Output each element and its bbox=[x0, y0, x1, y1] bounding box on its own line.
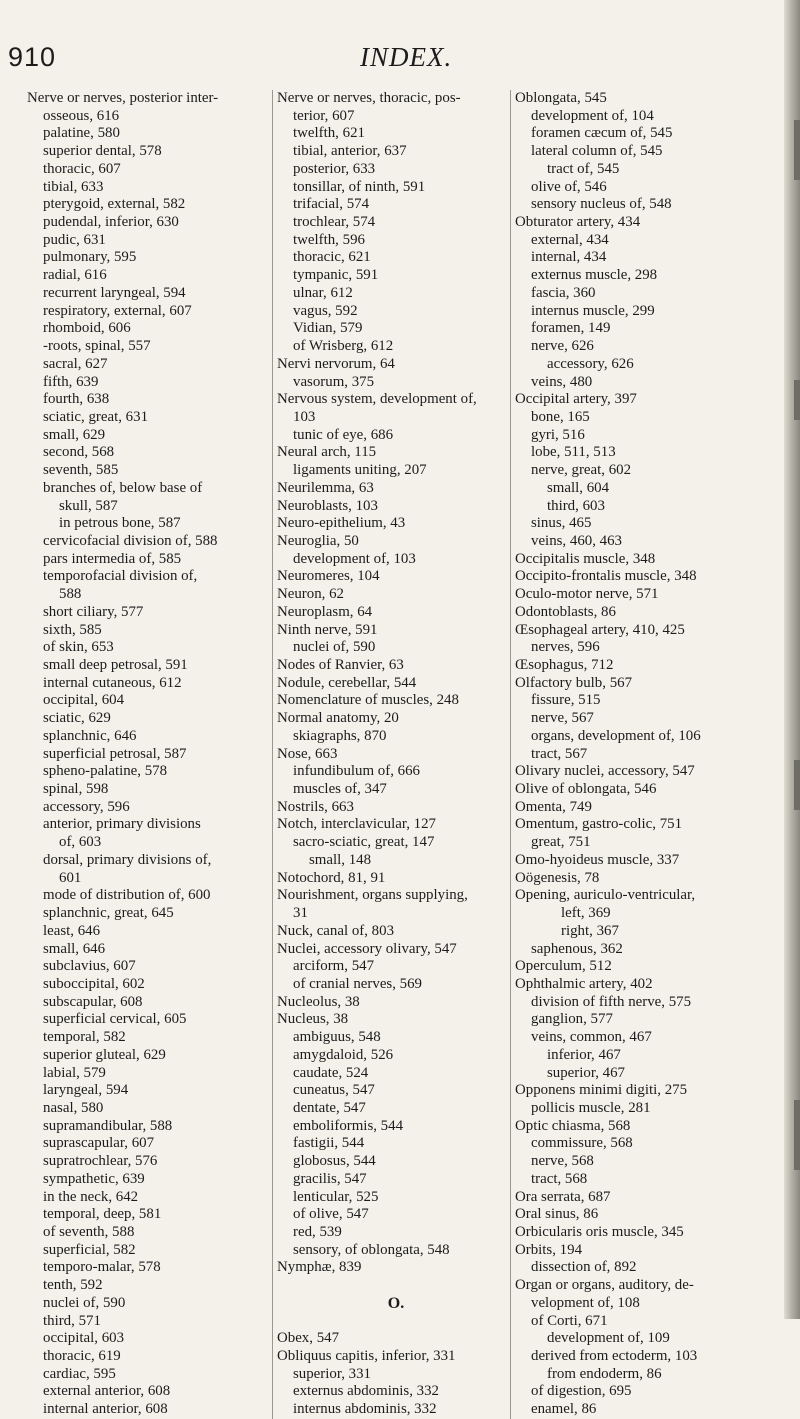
index-subentry: of cranial nerves, 569 bbox=[293, 975, 422, 992]
index-entry: Nodule, cerebellar, 544 bbox=[277, 674, 417, 691]
index-entry: Œsophageal artery, 410, 425 bbox=[515, 621, 685, 638]
index-subentry: sensory nucleus of, 548 bbox=[531, 196, 672, 213]
edge-shadow bbox=[794, 760, 800, 810]
index-subentry: subscapular, 608 bbox=[43, 993, 143, 1010]
index-entry: Nourishment, organs supplying, bbox=[277, 887, 468, 904]
index-subentry: thoracic, 607 bbox=[43, 160, 121, 177]
index-subentry: sacro-sciatic, great, 147 bbox=[293, 834, 435, 851]
index-subentry: in petrous bone, 587 bbox=[59, 515, 181, 532]
index-entry: Nostrils, 663 bbox=[277, 798, 354, 815]
index-subentry: internal, 434 bbox=[531, 249, 607, 266]
index-subentry: commissure, 568 bbox=[531, 1135, 633, 1152]
index-subentry: velopment of, 108 bbox=[531, 1294, 640, 1311]
index-subentry: sixth, 585 bbox=[43, 621, 102, 638]
index-subentry: derived from ectoderm, 103 bbox=[531, 1348, 698, 1365]
index-subentry: posterior, 633 bbox=[293, 160, 376, 177]
index-subentry: labial, 579 bbox=[43, 1064, 106, 1081]
index-entry: Operculum, 512 bbox=[515, 958, 612, 975]
index-subentry: fifth, 639 bbox=[43, 373, 99, 390]
index-entry: Oblongata, 545 bbox=[515, 90, 607, 106]
index-subentry: superior dental, 578 bbox=[43, 143, 162, 160]
index-subentry: externus abdominis, 332 bbox=[293, 1383, 439, 1400]
index-subentry: internus abdominis, 332 bbox=[293, 1401, 437, 1418]
index-subentry: tract, 568 bbox=[531, 1170, 588, 1187]
index-subentry: -roots, spinal, 557 bbox=[43, 338, 151, 355]
index-subentry: radial, 616 bbox=[43, 267, 107, 284]
running-title: INDEX. bbox=[360, 42, 453, 72]
index-entry: Oögenesis, 78 bbox=[515, 869, 600, 886]
index-column-3 bbox=[510, 90, 787, 1419]
index-subentry: sympathetic, 639 bbox=[43, 1170, 145, 1187]
index-subentry: red, 539 bbox=[293, 1224, 342, 1240]
index-subentry: suboccipital, 602 bbox=[43, 975, 145, 992]
index-subentry: fastigii, 544 bbox=[293, 1135, 365, 1152]
index-subentry: pollicis muscle, 281 bbox=[531, 1099, 651, 1116]
index-subentry: thoracic, 621 bbox=[293, 249, 371, 266]
index-subentry: spheno-palatine, 578 bbox=[43, 763, 168, 780]
index-subentry: tonsillar, of ninth, 591 bbox=[293, 178, 426, 195]
index-subentry: trifacial, 574 bbox=[293, 196, 370, 213]
index-subentry: lenticular, 525 bbox=[293, 1188, 379, 1205]
index-subentry: enamel, 86 bbox=[531, 1401, 597, 1418]
index-subentry: great, 751 bbox=[531, 834, 591, 851]
index-column-1 bbox=[27, 90, 259, 1419]
index-subentry: 588 bbox=[59, 586, 82, 603]
index-entry: Obex, 547 bbox=[277, 1330, 340, 1347]
index-subentry: sciatic, great, 631 bbox=[43, 408, 149, 425]
index-subentry: terior, 607 bbox=[293, 107, 355, 124]
index-subentry: foramen, 149 bbox=[531, 320, 611, 337]
index-subentry: sciatic, 629 bbox=[43, 710, 111, 727]
index-subentry: nerve, great, 602 bbox=[531, 462, 632, 479]
index-subentry: laryngeal, 594 bbox=[43, 1082, 129, 1099]
index-entry: Nucleolus, 38 bbox=[277, 993, 360, 1010]
index-subentry: veins, 460, 463 bbox=[531, 532, 622, 549]
index-subentry: internus muscle, 299 bbox=[531, 302, 655, 319]
index-subentry: third, 571 bbox=[43, 1312, 101, 1329]
index-subentry: rhomboid, 606 bbox=[43, 320, 131, 337]
index-subentry: tibial, 633 bbox=[43, 178, 104, 195]
index-subentry: short ciliary, 577 bbox=[43, 603, 144, 620]
edge-shadow bbox=[794, 120, 800, 180]
index-entry: Occipitalis muscle, 348 bbox=[515, 550, 656, 567]
index-subentry: ambiguus, 548 bbox=[293, 1029, 381, 1046]
index-subentry: externus muscle, 298 bbox=[531, 267, 658, 284]
index-entry: Notch, interclavicular, 127 bbox=[277, 816, 437, 833]
letter-heading: O. bbox=[387, 1294, 405, 1312]
index-entry: Omenta, 749 bbox=[515, 798, 592, 815]
page-number: 910 bbox=[8, 42, 57, 72]
index-entry: Organ or organs, auditory, de- bbox=[515, 1277, 694, 1294]
index-subentry: arciform, 547 bbox=[293, 958, 375, 975]
index-entry: Oral sinus, 86 bbox=[515, 1206, 599, 1223]
index-subentry: tympanic, 591 bbox=[293, 267, 379, 284]
index-entry: Œsophagus, 712 bbox=[515, 657, 614, 673]
index-subentry: nerves, 596 bbox=[531, 639, 600, 656]
index-entry: Ophthalmic artery, 402 bbox=[515, 975, 653, 992]
index-entry: Neuroglia, 50 bbox=[277, 532, 359, 549]
index-subentry: splanchnic, great, 645 bbox=[43, 905, 174, 922]
index-subentry: dentate, 547 bbox=[293, 1099, 366, 1116]
index-subentry: emboliformis, 544 bbox=[293, 1117, 404, 1134]
index-subentry: third, 603 bbox=[547, 497, 605, 514]
index-subentry: temporofacial division of, bbox=[43, 568, 198, 585]
index-subentry: vasorum, 375 bbox=[293, 373, 375, 390]
index-subentry: gracilis, 547 bbox=[293, 1170, 367, 1187]
index-subentry: left, 369 bbox=[561, 905, 611, 922]
index-subentry: occipital, 603 bbox=[43, 1330, 125, 1347]
index-subentry: vagus, 592 bbox=[293, 302, 358, 319]
index-subentry: trochlear, 574 bbox=[293, 214, 376, 231]
index-subentry: nasal, 580 bbox=[43, 1099, 104, 1116]
index-subentry: veins, 480 bbox=[531, 373, 593, 390]
edge-shadow bbox=[794, 1100, 800, 1170]
index-subentry: supramandibular, 588 bbox=[43, 1117, 173, 1134]
index-subentry: 31 bbox=[293, 905, 308, 922]
index-entry: Notochord, 81, 91 bbox=[277, 869, 386, 886]
index-entry: Optic chiasma, 568 bbox=[515, 1117, 631, 1134]
index-entry: Nymphæ, 839 bbox=[277, 1259, 362, 1276]
index-entry: Nervous system, development of, bbox=[277, 391, 477, 408]
index-entry: Ora serrata, 687 bbox=[515, 1188, 611, 1205]
index-entry: Oculo-motor nerve, 571 bbox=[515, 586, 659, 603]
index-subentry: spinal, 598 bbox=[43, 781, 109, 798]
index-subentry: 103 bbox=[293, 408, 316, 425]
index-entry: Nerve or nerves, posterior inter- bbox=[27, 90, 219, 106]
index-entry: Neural arch, 115 bbox=[277, 444, 377, 461]
index-subentry: ganglion, 577 bbox=[531, 1011, 613, 1028]
index-subentry: pudendal, inferior, 630 bbox=[43, 214, 179, 231]
index-subentry: ligaments uniting, 207 bbox=[293, 462, 427, 479]
index-subentry: second, 568 bbox=[43, 444, 115, 461]
index-entry: Neuroplasm, 64 bbox=[277, 603, 373, 620]
index-subentry: tenth, 592 bbox=[43, 1277, 103, 1294]
index-subentry: thoracic, 619 bbox=[43, 1348, 121, 1365]
index-subentry: fascia, 360 bbox=[531, 284, 596, 301]
index-entry: Nose, 663 bbox=[277, 745, 338, 762]
index-entry: Olive of oblongata, 546 bbox=[515, 781, 657, 798]
index-subentry: tract, 567 bbox=[531, 745, 588, 762]
index-subentry: subclavius, 607 bbox=[43, 958, 136, 975]
index-entry: Nomenclature of muscles, 248 bbox=[277, 692, 459, 709]
index-entry: Orbicularis oris muscle, 345 bbox=[515, 1224, 684, 1240]
index-subentry: nuclei of, 590 bbox=[43, 1294, 126, 1311]
index-subentry: temporal, deep, 581 bbox=[43, 1206, 162, 1223]
index-subentry: amygdaloid, 526 bbox=[293, 1046, 394, 1063]
index-subentry: of digestion, 695 bbox=[531, 1383, 632, 1400]
index-entry: Olivary nuclei, accessory, 547 bbox=[515, 763, 695, 780]
index-subentry: muscles of, 347 bbox=[293, 781, 387, 798]
index-subentry: tunic of eye, 686 bbox=[293, 426, 394, 443]
index-subentry: pulmonary, 595 bbox=[43, 249, 137, 266]
index-subentry: of, 603 bbox=[59, 834, 102, 851]
index-entry: Nodes of Ranvier, 63 bbox=[277, 657, 404, 673]
index-subentry: organs, development of, 106 bbox=[531, 727, 701, 744]
index-entry: Occipito-frontalis muscle, 348 bbox=[515, 568, 697, 585]
index-entry: Omo-hyoideus muscle, 337 bbox=[515, 851, 680, 868]
index-subentry: cervicofacial division of, 588 bbox=[43, 532, 218, 549]
index-subentry: twelfth, 621 bbox=[293, 125, 365, 142]
index-subentry: ulnar, 612 bbox=[293, 284, 353, 301]
index-subentry: of seventh, 588 bbox=[43, 1224, 135, 1240]
index-subentry: nerve, 567 bbox=[531, 710, 594, 727]
index-subentry: development of, 109 bbox=[547, 1330, 670, 1347]
index-subentry: splanchnic, 646 bbox=[43, 727, 137, 744]
index-subentry: sensory, of oblongata, 548 bbox=[293, 1241, 450, 1258]
edge-shadow bbox=[794, 380, 800, 420]
index-subentry: olive of, 546 bbox=[531, 178, 607, 195]
index-subentry: caudate, 524 bbox=[293, 1064, 369, 1081]
index-subentry: inferior, 467 bbox=[547, 1046, 621, 1063]
index-subentry: cardiac, 595 bbox=[43, 1365, 116, 1382]
index-subentry: of skin, 653 bbox=[43, 639, 114, 656]
index-subentry: lateral column of, 545 bbox=[531, 143, 663, 160]
index-entry: Neuro-epithelium, 43 bbox=[277, 515, 406, 532]
index-subentry: nuclei of, 590 bbox=[293, 639, 376, 656]
index-subentry: development of, 103 bbox=[293, 550, 416, 567]
index-subentry: 601 bbox=[59, 869, 82, 886]
index-subentry: skull, 587 bbox=[59, 497, 118, 514]
index-subentry: superficial petrosal, 587 bbox=[43, 745, 187, 762]
index-subentry: internal cutaneous, 612 bbox=[43, 674, 182, 691]
index-subentry: of Wrisberg, 612 bbox=[293, 338, 394, 355]
index-subentry: in the neck, 642 bbox=[43, 1188, 139, 1205]
index-entry: Odontoblasts, 86 bbox=[515, 603, 616, 620]
index-subentry: fissure, 515 bbox=[531, 692, 601, 709]
index-subentry: small, 604 bbox=[547, 479, 610, 496]
index-subentry: skiagraphs, 870 bbox=[293, 727, 387, 744]
index-subentry: superficial cervical, 605 bbox=[43, 1011, 187, 1028]
index-entry: Nuck, canal of, 803 bbox=[277, 922, 395, 939]
index-subentry: supratrochlear, 576 bbox=[43, 1153, 158, 1170]
index-subentry: small, 629 bbox=[43, 426, 106, 443]
index-subentry: dorsal, primary divisions of, bbox=[43, 851, 212, 868]
index-entry: Opponens minimi digiti, 275 bbox=[515, 1082, 688, 1099]
index-subentry: external anterior, 608 bbox=[43, 1383, 171, 1400]
index-entry: Ninth nerve, 591 bbox=[277, 621, 378, 638]
index-subentry: pars intermedia of, 585 bbox=[43, 550, 182, 567]
index-subentry: temporo-malar, 578 bbox=[43, 1259, 161, 1276]
index-subentry: external, 434 bbox=[531, 231, 609, 248]
index-subentry: bone, 165 bbox=[531, 408, 590, 425]
index-entry: Omentum, gastro-colic, 751 bbox=[515, 816, 683, 833]
index-subentry: tract of, 545 bbox=[547, 160, 620, 177]
index-subentry: division of fifth nerve, 575 bbox=[531, 993, 692, 1010]
index-entry: Occipital artery, 397 bbox=[515, 391, 637, 408]
index-subentry: nerve, 568 bbox=[531, 1153, 594, 1170]
index-subentry: foramen cæcum of, 545 bbox=[531, 125, 673, 142]
index-subentry: of olive, 547 bbox=[293, 1206, 369, 1223]
index-entry: Nervi nervorum, 64 bbox=[277, 355, 395, 372]
index-subentry: osseous, 616 bbox=[43, 107, 120, 124]
index-subentry: sinus, 465 bbox=[531, 515, 592, 532]
index-subentry: Vidian, 579 bbox=[293, 320, 363, 337]
index-subentry: internal anterior, 608 bbox=[43, 1401, 168, 1418]
index-subentry: gyri, 516 bbox=[531, 426, 585, 443]
index-subentry: accessory, 626 bbox=[547, 355, 634, 372]
index-subentry: small deep petrosal, 591 bbox=[43, 657, 188, 673]
index-subentry: tibial, anterior, 637 bbox=[293, 143, 407, 160]
index-subentry: from endoderm, 86 bbox=[547, 1365, 662, 1382]
index-entry: Opening, auriculo-ventricular, bbox=[515, 887, 696, 904]
index-subentry: small, 646 bbox=[43, 940, 106, 957]
index-subentry: palatine, 580 bbox=[43, 125, 120, 142]
index-subentry: temporal, 582 bbox=[43, 1029, 126, 1046]
index-subentry: small, 148 bbox=[309, 851, 372, 868]
index-entry: Orbits, 194 bbox=[515, 1241, 583, 1258]
index-entry: Olfactory bulb, 567 bbox=[515, 674, 633, 691]
index-subentry: twelfth, 596 bbox=[293, 231, 365, 248]
index-entry: Nerve or nerves, thoracic, pos- bbox=[277, 90, 461, 106]
index-subentry: cuneatus, 547 bbox=[293, 1082, 375, 1099]
index-subentry: superior, 467 bbox=[547, 1064, 625, 1081]
index-entry: Neurilemma, 63 bbox=[277, 479, 374, 496]
index-subentry: of Corti, 671 bbox=[531, 1312, 608, 1329]
index-subentry: respiratory, external, 607 bbox=[43, 302, 192, 319]
index-subentry: pterygoid, external, 582 bbox=[43, 196, 186, 213]
index-entry: Neuroblasts, 103 bbox=[277, 497, 378, 514]
index-subentry: superior, 331 bbox=[293, 1365, 371, 1382]
index-subentry: infundibulum of, 666 bbox=[293, 763, 420, 780]
index-subentry: superficial, 582 bbox=[43, 1241, 136, 1258]
index-subentry: occipital, 604 bbox=[43, 692, 125, 709]
index-subentry: nerve, 626 bbox=[531, 338, 594, 355]
index-entry: Neuromeres, 104 bbox=[277, 568, 380, 585]
index-subentry: least, 646 bbox=[43, 922, 101, 939]
index-subentry: pudic, 631 bbox=[43, 231, 106, 248]
index-entry: Nucleus, 38 bbox=[277, 1011, 349, 1028]
index-subentry: accessory, 596 bbox=[43, 798, 130, 815]
index-column-2 bbox=[272, 90, 515, 1419]
index-subentry: right, 367 bbox=[561, 922, 619, 939]
index-subentry: fourth, 638 bbox=[43, 391, 110, 408]
spacer bbox=[277, 1277, 515, 1295]
index-entry: Obturator artery, 434 bbox=[515, 214, 641, 231]
index-subentry: lobe, 511, 513 bbox=[531, 444, 616, 461]
spacer bbox=[277, 1313, 515, 1331]
index-subentry: recurrent laryngeal, 594 bbox=[43, 284, 186, 301]
index-entry: Obliquus capitis, inferior, 331 bbox=[277, 1348, 456, 1365]
index-entry: Normal anatomy, 20 bbox=[277, 710, 399, 727]
index-subentry: anterior, primary divisions bbox=[43, 816, 201, 833]
index-subentry: superior gluteal, 629 bbox=[43, 1046, 166, 1063]
index-entry: Neuron, 62 bbox=[277, 586, 344, 603]
index-subentry: saphenous, 362 bbox=[531, 940, 623, 957]
index-subentry: globosus, 544 bbox=[293, 1153, 376, 1170]
index-subentry: branches of, below base of bbox=[43, 479, 203, 496]
index-subentry: development of, 104 bbox=[531, 107, 654, 124]
index-entry: Nuclei, accessory olivary, 547 bbox=[277, 940, 457, 957]
index-subentry: mode of distribution of, 600 bbox=[43, 887, 211, 904]
index-subentry: seventh, 585 bbox=[43, 462, 119, 479]
index-subentry: suprascapular, 607 bbox=[43, 1135, 155, 1152]
index-subentry: veins, common, 467 bbox=[531, 1029, 652, 1046]
index-subentry: dissection of, 892 bbox=[531, 1259, 637, 1276]
index-subentry: sacral, 627 bbox=[43, 355, 108, 372]
